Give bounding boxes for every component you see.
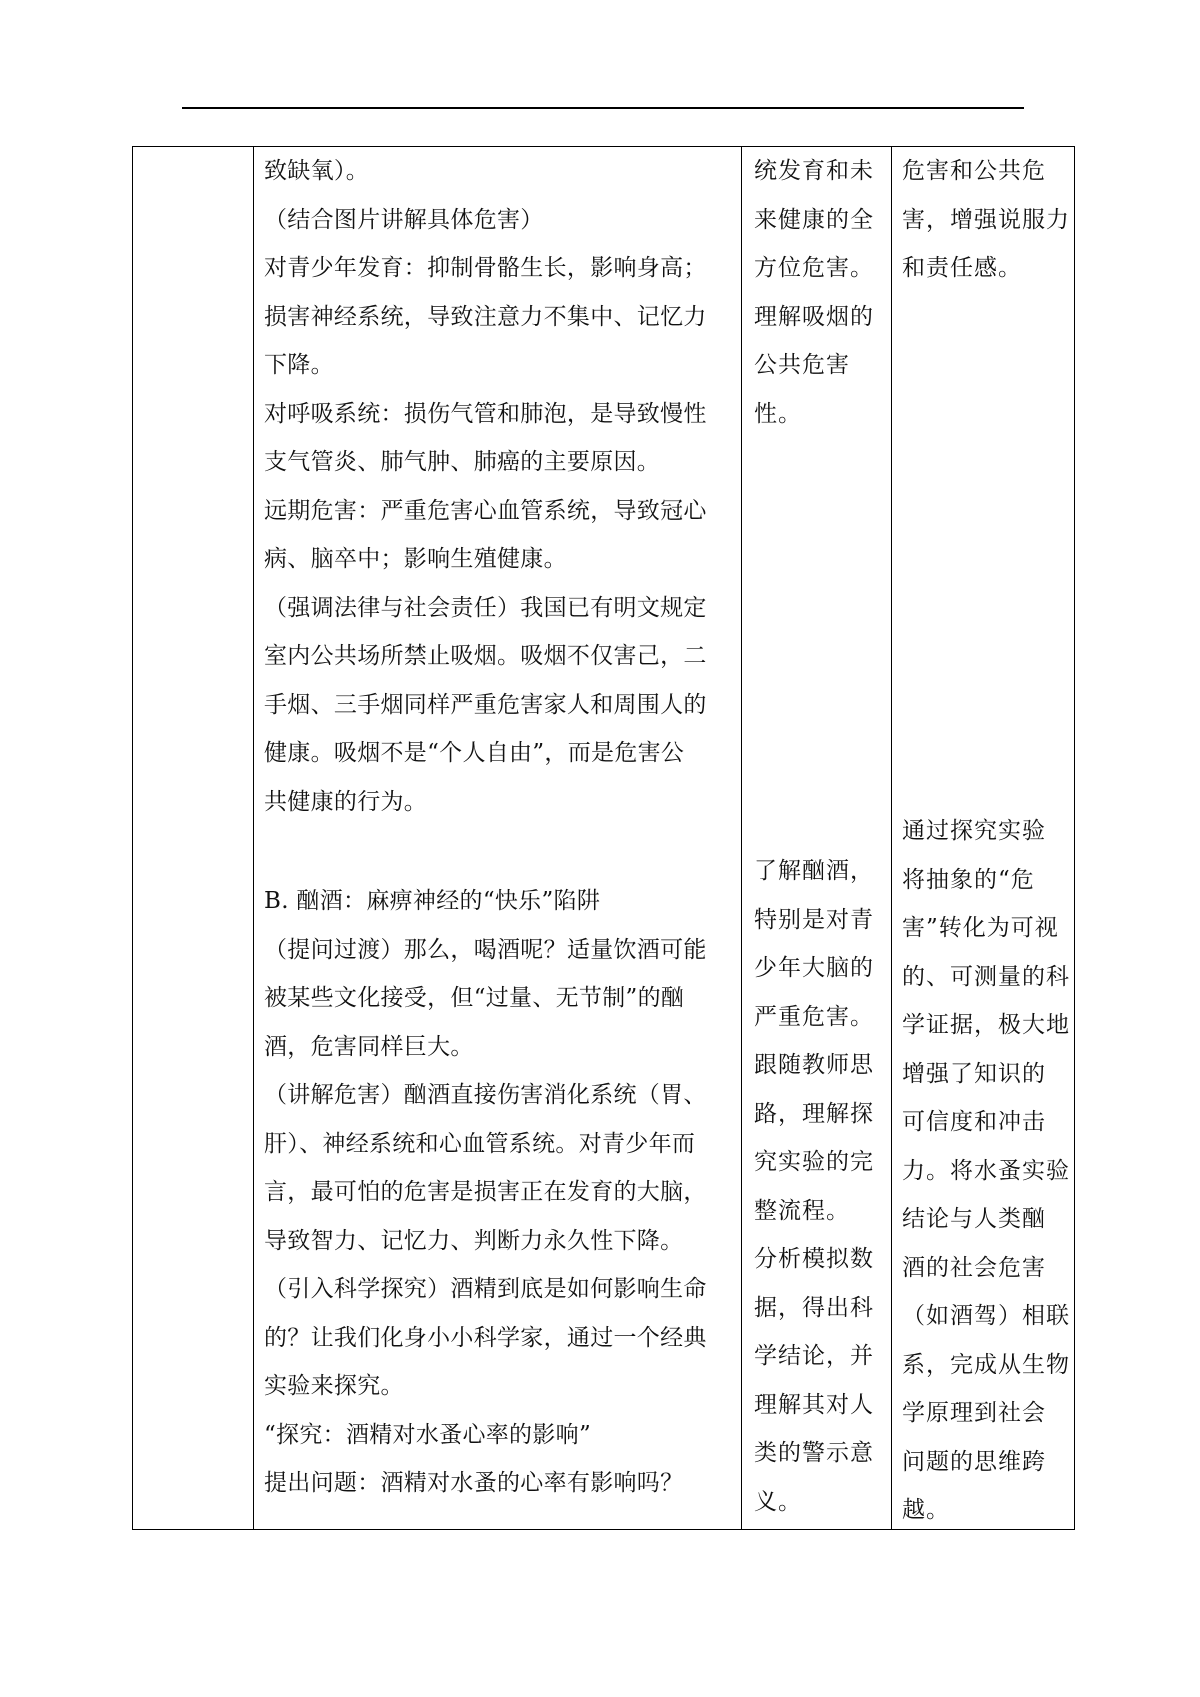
header-rule — [182, 107, 1024, 109]
teacher-activity-text-line: 健康。吸烟不是“个人自由”，而是危害公 — [264, 740, 685, 766]
design-intent-text-line: 问题的思维跨 — [902, 1448, 1046, 1475]
student-activity-text-line: 性。 — [754, 400, 802, 427]
teacher-activity-text-line: 言，最可怕的危害是损害正在发育的大脑， — [264, 1179, 707, 1205]
design-intent-text-line: 学原理到社会 — [902, 1400, 1046, 1426]
teacher-activity-text-line: 对呼吸系统：损伤气管和肺泡，是导致慢性 — [264, 400, 707, 427]
teacher-activity-text-line: 被某些文化接受，但“过量、无节制”的酗 — [264, 985, 685, 1011]
design-intent-text-line: （如酒驾）相联 — [902, 1303, 1070, 1329]
teacher-activity-text-line: 提出问题：酒精对水蚤的心率有影响吗？ — [264, 1470, 684, 1496]
student-activity-text-line: 特别是对青 — [754, 906, 874, 933]
student-activity-text-line: 来健康的全 — [754, 206, 874, 233]
student-activity-text-line: 究实验的完 — [754, 1149, 874, 1175]
design-intent-text-line: 和责任感。 — [902, 255, 1022, 281]
design-intent-text-line: 害，增强说服力 — [902, 206, 1070, 233]
design-intent-text-line: 通过探究实验 — [902, 818, 1046, 844]
student-activity-text-line: 路，理解探 — [754, 1100, 874, 1127]
teacher-activity-cell — [254, 147, 742, 1530]
teacher-activity-text-line: （讲解危害）酗酒直接伤害消化系统（胃、 — [264, 1082, 707, 1108]
design-intent-text-line: 增强了知识的 — [902, 1060, 1046, 1087]
teacher-activity-text-line: 损害神经系统，导致注意力不集中、记忆力 — [264, 303, 707, 330]
design-intent-cell — [892, 147, 1075, 1530]
teacher-activity-text-line: 共健康的行为。 — [264, 788, 428, 815]
design-intent-text-line: 可信度和冲击 — [902, 1109, 1046, 1135]
design-intent-text-line: 害”转化为可视 — [902, 915, 1059, 941]
student-activity-cell — [742, 147, 892, 1530]
student-activity-text-line: 分析模拟数 — [754, 1246, 874, 1272]
student-activity-text-line: 义。 — [754, 1488, 802, 1515]
teacher-activity-text-line: B. 酗酒：麻痹神经的“快乐”陷阱 — [264, 888, 601, 914]
design-intent-text-line: 力。将水蚤实验 — [902, 1157, 1070, 1184]
teacher-activity-text-line: （引入科学探究）酒精到底是如何影响生命 — [264, 1276, 707, 1302]
table-row — [133, 147, 1075, 1530]
teacher-activity-text-line: 肝）、神经系统和心血管系统。对青少年而 — [264, 1130, 696, 1157]
teacher-activity-text-line: 病、脑卒中；影响生殖健康。 — [264, 546, 567, 572]
student-activity-text-line: 类的警示意 — [754, 1440, 874, 1466]
student-activity-text-line: 理解吸烟的 — [754, 303, 874, 330]
student-activity-text-line: 了解酗酒， — [754, 858, 874, 884]
student-activity-text-line: 据，得出科 — [754, 1294, 874, 1321]
design-intent-text-line: 酒的社会危害 — [902, 1254, 1046, 1281]
teacher-activity-text-line: （强调法律与社会责任）我国已有明文规定 — [264, 594, 707, 621]
teacher-activity-text-line: 远期危害：严重危害心血管系统，导致冠心 — [264, 497, 707, 524]
student-activity-text-line: 严重危害。 — [754, 1003, 874, 1030]
student-activity-text-line: 方位危害。 — [754, 255, 874, 281]
teacher-activity-text-line: “探究：酒精对水蚤心率的影响” — [264, 1421, 592, 1448]
design-intent-text-line: 学证据，极大地 — [902, 1012, 1070, 1038]
design-intent-text-line: 危害和公共危 — [902, 158, 1046, 184]
design-intent-text-line: 越。 — [902, 1497, 950, 1523]
student-activity-text-line: 学结论，并 — [754, 1343, 874, 1369]
student-activity-text-line: 整流程。 — [754, 1197, 850, 1224]
student-activity-text-line: 理解其对人 — [754, 1391, 874, 1418]
teacher-activity-text-line: 下降。 — [264, 352, 334, 378]
teacher-activity-text-line: 的？让我们化身小小科学家，通过一个经典 — [264, 1324, 707, 1351]
design-intent-text-line: 将抽象的“危 — [902, 866, 1035, 893]
teacher-activity-text-line: 对青少年发育：抑制骨骼生长，影响身高； — [264, 255, 707, 281]
teacher-activity-text-line: 酒，危害同样巨大。 — [264, 1033, 474, 1060]
design-intent-text-line: 系，完成从生物 — [902, 1351, 1070, 1378]
design-intent-text-line: 的、可测量的科 — [902, 963, 1070, 990]
teacher-activity-text-line: （结合图片讲解具体危害） — [264, 206, 544, 233]
design-intent-text-line: 结论与人类酗 — [902, 1206, 1046, 1232]
teacher-activity-text-line: （提问过渡）那么，喝酒呢？适量饮酒可能 — [264, 936, 707, 963]
teacher-activity-text-line: 室内公共场所禁止吸烟。吸烟不仅害己，二 — [264, 643, 707, 669]
stage-cell — [133, 147, 254, 1530]
student-activity-text-line: 少年大脑的 — [754, 955, 874, 981]
student-activity-text-line: 统发育和未 — [754, 158, 874, 184]
lesson-plan-table — [132, 146, 1075, 1530]
teacher-activity-text-line: 手烟、三手烟同样严重危害家人和周围人的 — [264, 691, 707, 718]
teacher-activity-text-line: 致缺氧）。 — [264, 158, 369, 184]
student-activity-text-line: 公共危害 — [754, 352, 850, 378]
student-activity-text-line: 跟随教师思 — [754, 1052, 874, 1078]
teacher-activity-text-line: 支气管炎、肺气肿、肺癌的主要原因。 — [264, 449, 661, 475]
teacher-activity-text-line: 实验来探究。 — [264, 1373, 404, 1399]
teacher-activity-text-line: 导致智力、记忆力、判断力永久性下降。 — [264, 1227, 684, 1254]
